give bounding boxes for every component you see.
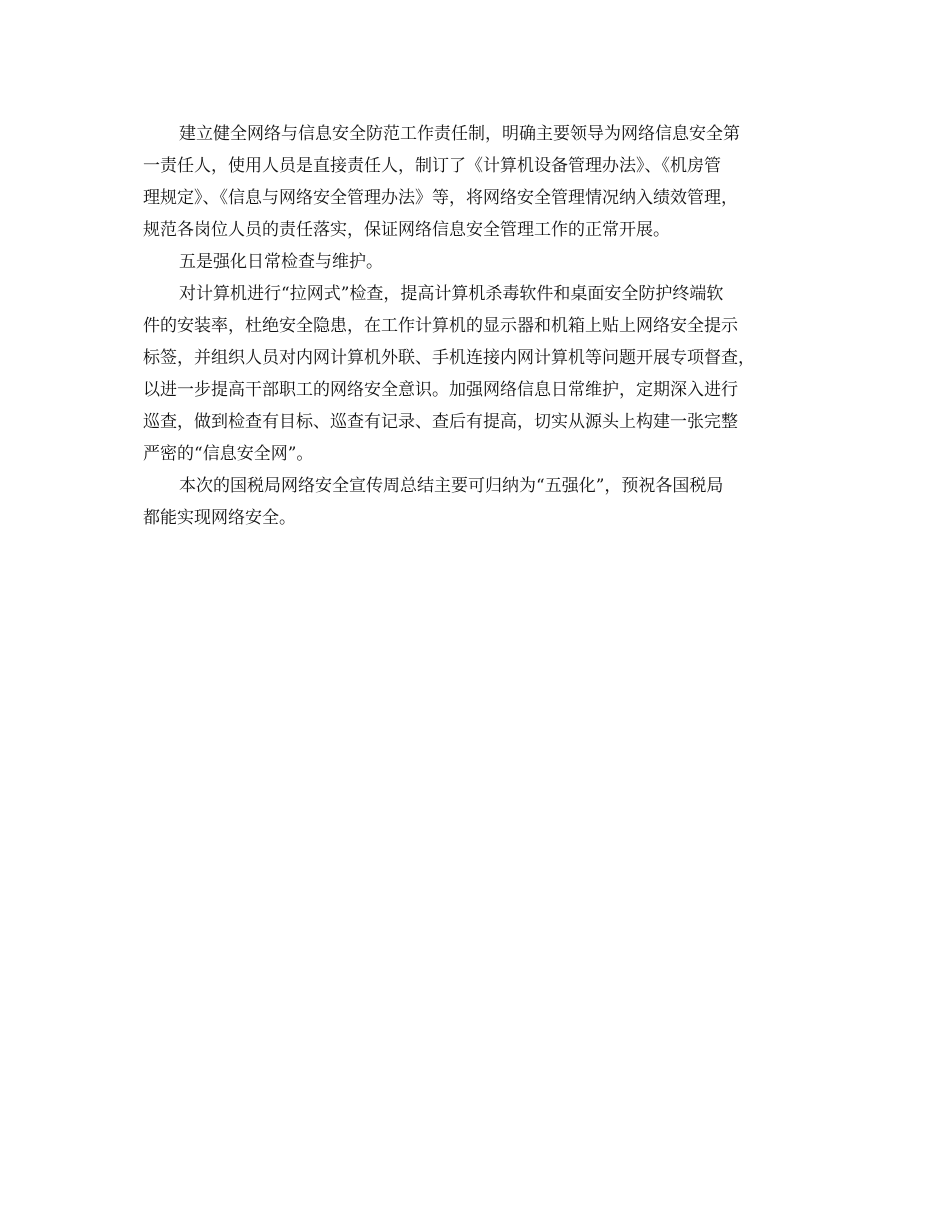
paragraph-responsibility [143,118,808,246]
document-body [143,118,808,534]
text-line: 五是强化日常检查与维护。 [179,252,383,272]
text-line: 理规定》、《信息与网络安全管理办法》等，将网络安全管理情况纳入绩效管理， [143,188,738,208]
text-line: 对计算机进行“拉网式”检查，提高计算机杀毒软件和桌面安全防护终端软 [179,284,724,304]
text-line: 规范各岗位人员的责任落实，保证网络信息安全管理工作的正常开展。 [143,220,670,240]
text-line: 都能实现网络安全。 [143,508,296,528]
text-line: 件的安装率，杜绝安全隐患，在工作计算机的显示器和机箱上贴上网络安全提示 [143,316,738,336]
text-line: 一责任人，使用人员是直接责任人，制订了《计算机设备管理办法》、《机房管 [143,156,721,176]
text-line: 标签，并组织人员对内网计算机外联、手机连接内网计算机等问题开展专项督查， [143,348,755,368]
paragraph-heading-inspection [143,246,808,278]
paragraph-inspection [143,278,808,470]
text-line: 以进一步提高干部职工的网络安全意识。加强网络信息日常维护，定期深入进行 [143,380,738,400]
text-line: 巡查，做到检查有目标、巡查有记录、查后有提高，切实从源头上构建一张完整 [143,412,738,432]
text-line: 建立健全网络与信息安全防范工作责任制，明确主要领导为网络信息安全第 [179,124,740,144]
text-line: 本次的国税局网络安全宣传周总结主要可归纳为“五强化”，预祝各国税局 [179,476,724,496]
paragraph-summary [143,470,808,534]
text-line: 严密的“信息安全网”。 [143,444,314,464]
